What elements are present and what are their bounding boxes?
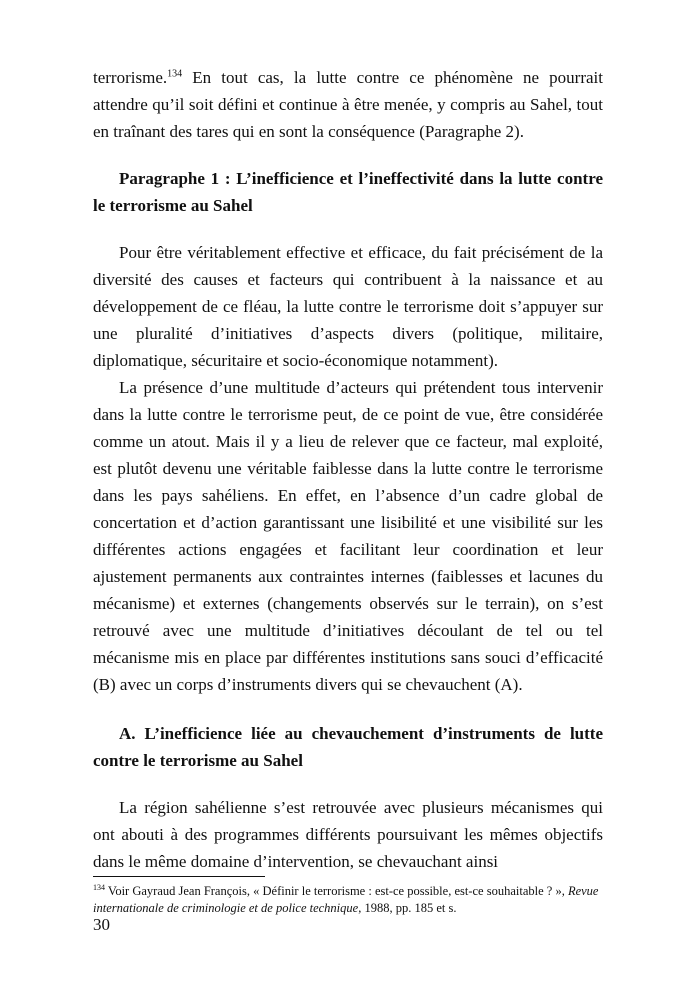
- footnote-reference[interactable]: 134: [167, 68, 183, 80]
- paragraph-1-text-2: La présence d’une multitude d’acteurs qui prétendent tous intervenir dans la lutte contre le terrorisme peut, de ce point de vue, être considérée comme un atout. Mais il y a lieu de relever que ce facteur, mal exploité, est plutôt devenu une véritable faiblesse dans la lutte contre le terrorisme dans les pays sahéliens. En effet, en l’absence d’un cadre global de concertation et d’action garantissant une lisibilité et une visibilité sur les différentes actions engagées et facilitant leur coordination et leur ajustement permanents aux contraintes internes (faiblesses et lacunes du mécanisme) et externes (changements observés sur le terrain), on s’est retrouvé avec une multitude d’initiatives découlant de tel ou tel mécanisme mis en place par différentes institutions sans souci d’efficacité (B) avec un corps d’instruments divers qui se chevauchent (A).: [93, 378, 603, 694]
- footnote-text: Voir Gayraud Jean François, « Définir le terrorisme : est-ce possible, est-ce souhaitable ? »,: [105, 884, 568, 898]
- section-a-heading: A. L’inefficience liée au chevauchement d’instruments de lutte contre le terrorisme au Sahel: [93, 724, 603, 770]
- paragraph-1-text-1: Pour être véritablement effective et efficace, du fait précisément de la diversité des causes et facteurs qui contribuent à la naissance et au développement de ce fléau, la lutte contre le terrorisme doit s’appuyer sur une pluralité d’initiatives d’aspects divers (politique, militaire, diplomatique, sécuritaire et socio-économique notamment).: [93, 243, 603, 370]
- intro-text-before: terrorisme.: [93, 68, 168, 87]
- footnote-134: [93, 883, 603, 917]
- footnote-number: 134: [93, 882, 105, 892]
- page-body: [93, 64, 603, 875]
- intro-text-after: En tout cas, la lutte contre ce phénomène ne pourrait attendre qu’il soit défini et continue à être menée, y compris au Sahel, tout en traînant des tares qui en sont la conséquence (Paragraphe 2).: [93, 68, 603, 141]
- footnote-journal-title: Revue internationale de criminologie et de police technique: [93, 884, 599, 915]
- section-a-text-1: La région sahélienne s’est retrouvée avec plusieurs mécanismes qui ont abouti à des programmes différents poursuivant les mêmes objectifs dans le même domaine d’intervention, se chevauchant ainsi: [93, 798, 603, 871]
- intro-paragraph: [93, 64, 603, 145]
- footnote-details: , 1988, pp. 185 et s.: [358, 901, 457, 915]
- paragraph-1-heading: Paragraphe 1 : L’inefficience et l’ineffectivité dans la lutte contre le terrorisme au Sahel: [93, 169, 603, 215]
- page-number: 30: [93, 915, 110, 934]
- footnote-divider: [93, 876, 265, 877]
